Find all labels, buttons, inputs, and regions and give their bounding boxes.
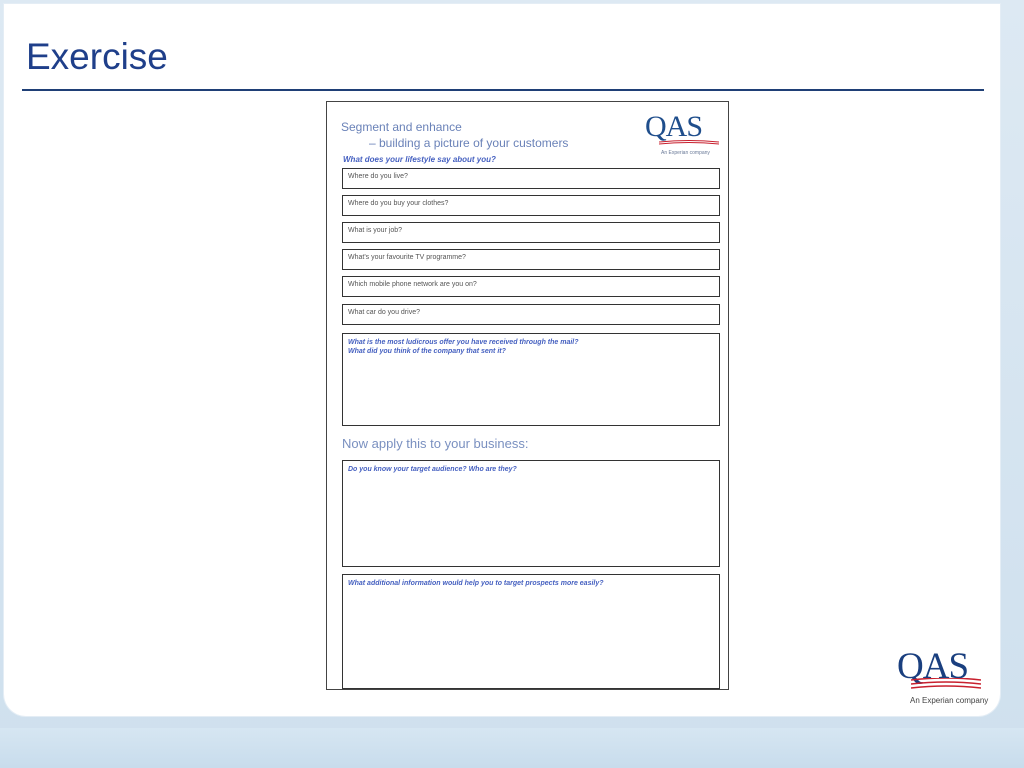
worksheet-logo-text: QAS xyxy=(645,110,703,143)
worksheet-title-line2: – building a picture of your customers xyxy=(369,136,569,150)
qas-logo-text: QAS xyxy=(897,646,969,687)
slide-title: Exercise xyxy=(26,36,168,77)
title-divider xyxy=(22,89,984,91)
open-question-line2: What did you think of the company that sent it? xyxy=(348,348,506,355)
question-box[interactable] xyxy=(342,222,720,243)
worksheet-subtitle: What does your lifestyle say about you? xyxy=(343,155,496,164)
question-box[interactable] xyxy=(342,168,720,189)
open-question-line1: What is the most ludicrous offer you have received through the mail? xyxy=(348,339,579,346)
open-question-box-additional-info[interactable] xyxy=(342,574,720,689)
worksheet-logo xyxy=(645,112,721,158)
worksheet-image xyxy=(326,101,729,690)
qas-logo xyxy=(897,646,989,708)
open-question-box-mail-offer[interactable] xyxy=(342,333,720,426)
open-question-box-target-audience[interactable] xyxy=(342,460,720,567)
bottom-band xyxy=(0,728,1024,768)
question-box[interactable] xyxy=(342,276,720,297)
question-label: Where do you buy your clothes? xyxy=(348,200,449,207)
question-label: What is your job? xyxy=(348,227,403,234)
section-heading: Now apply this to your business: xyxy=(342,436,529,451)
question-box[interactable] xyxy=(342,249,720,270)
qas-logo-tagline: An Experian company xyxy=(910,696,989,705)
worksheet-title-line1: Segment and enhance xyxy=(341,120,462,134)
qas-logo-stripes-icon xyxy=(911,678,981,690)
worksheet-logo-tagline: An Experian company xyxy=(661,150,710,156)
question-box[interactable] xyxy=(342,304,720,325)
worksheet-logo-stripes-icon xyxy=(659,140,719,146)
question-label: Which mobile phone network are you on? xyxy=(348,281,477,288)
question-box[interactable] xyxy=(342,195,720,216)
question-label: Where do you live? xyxy=(348,173,408,180)
open-question-label: What additional information would help you to target prospects more easily? xyxy=(348,580,604,587)
question-label: What's your favourite TV programme? xyxy=(348,254,466,261)
question-label: What car do you drive? xyxy=(348,309,420,316)
open-question-label: Do you know your target audience? Who are they? xyxy=(348,466,517,473)
